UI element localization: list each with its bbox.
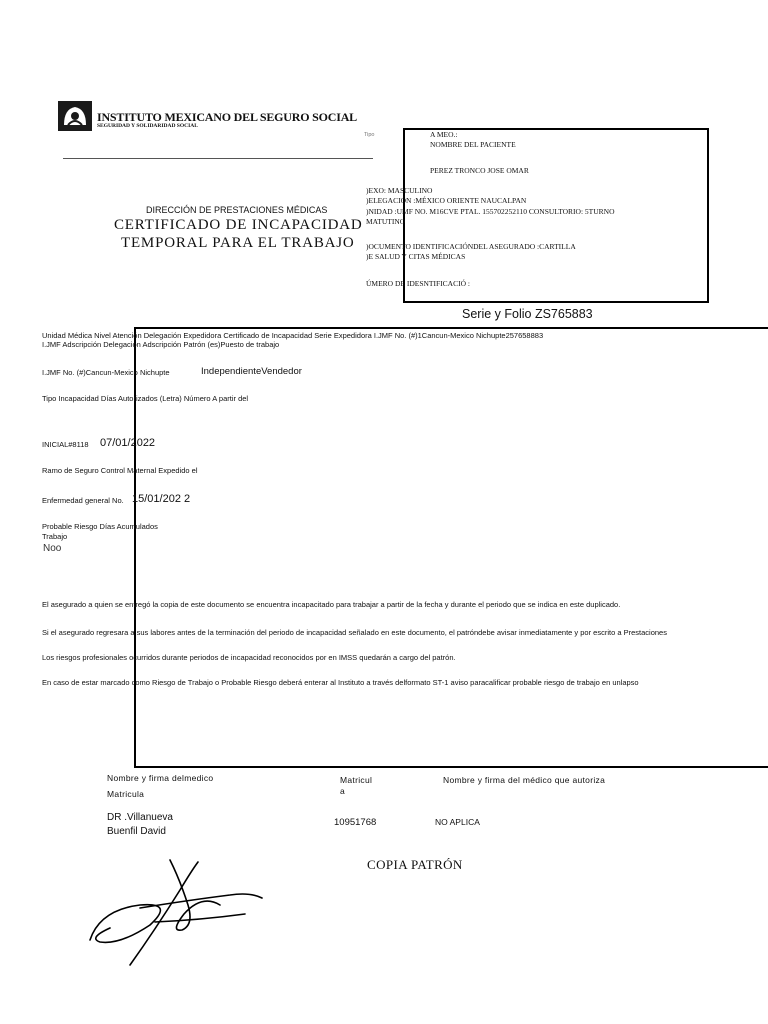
row-umf-adscripcion: I.JMF Adscripción Delegación Adscripción Patrón (es)Puesto de trabajo xyxy=(42,340,280,349)
handwritten-signature xyxy=(80,850,270,970)
row-inicial-date: 07/01/2022 xyxy=(100,437,156,449)
header-rule xyxy=(63,158,373,159)
medico-label: Nombre y firma delmedico xyxy=(107,773,214,783)
patient-delegacion: )ELEGACIÓN :MÉXICO ORIENTE NAUCALPAN xyxy=(366,196,527,205)
institute-name: INSTITUTO MEXICANO DEL SEGURO SOCIAL xyxy=(97,110,357,124)
row-probable-riesgo: Probable Riesgo Días Acumulados xyxy=(42,522,158,531)
doctor-name-line1: DR .Villanueva xyxy=(107,812,173,823)
patient-unidad: )NIDAD :UMF NO. M16CVE PTAL. 155702252110 CONSULTORIO: 5TURNO xyxy=(366,207,615,216)
row-noo: Noo xyxy=(43,543,62,554)
note-2: Si el asegurado regresara a sus labores antes de la terminación del periodo de incapacidad señalado en este documento, el patróndebe avisar inmediatamente y por escrito a Prestaciones xyxy=(42,628,667,637)
patient-turno: MATUTINO xyxy=(366,217,406,226)
row-umf-no-label: I.JMF No. (#)Cancun-Mexico Nichupte xyxy=(42,368,170,377)
doctor-name-line2: Buenfil David xyxy=(107,826,166,837)
patient-numero: ÚMERO DE IDESNTIFICACIÓ : xyxy=(366,279,470,288)
row-enfermedad-label: Enfermedad general No. xyxy=(42,496,124,505)
institute-subtitle: SEGURIDAD Y SOLIDARIDAD SOCIAL xyxy=(97,123,198,129)
row-trabajo: Trabajo xyxy=(42,532,68,541)
certificate-title-line2: TEMPORAL PARA EL TRABAJO xyxy=(121,235,355,251)
autoriza-value: NO APLICA xyxy=(435,817,480,827)
patient-line1: A MEO.: xyxy=(430,130,458,139)
matricula-label-2b: a xyxy=(340,786,345,796)
row-tipo-incapacidad: Tipo Incapacidad Días Autorizados (Letra) Número A partir del xyxy=(42,394,249,403)
note-1: El asegurado a quien se entregó la copia de este documento se encuentra incapacitado para trabajar a partir de la fecha y durante el periodo que se indica en este duplicado. xyxy=(42,600,621,609)
patient-name-label: NOMBRE DEL PACIENTE xyxy=(430,140,516,149)
patient-name: PEREZ TRONCO JOSE OMAR xyxy=(430,166,529,175)
matricula-label: Matricula xyxy=(107,789,145,799)
row-enfermedad-date: 15/01/202 2 xyxy=(132,493,191,505)
row-inicial-label: INICIAL#8118 xyxy=(42,440,89,449)
row-ramo-seguro: Ramo de Seguro Control Maternal Expedido el xyxy=(42,466,198,475)
matricula-value: 10951768 xyxy=(334,817,377,828)
direction-heading: DIRECCIÓN DE PRESTACIONES MÉDICAS xyxy=(146,205,328,215)
patient-documento: )OCUMENTO IDENTIFICACIÓNDEL ASEGURADO :CARTILLA xyxy=(366,242,576,251)
tipo-label: Tipo xyxy=(364,132,375,138)
serie-folio: Serie y Folio ZS765883 xyxy=(462,307,593,321)
patient-sexo: )EXO: MASCULINO xyxy=(366,186,433,195)
autoriza-label: Nombre y firma del médico que autoriza xyxy=(443,775,606,785)
row-unidad-medica: Unidad Médica Nivel Atención Delegación Expedidora Certificado de Incapacidad Serie Expedidora I.JMF No. (#)1Cancun-Mexico Nichupte257658883 xyxy=(42,331,544,340)
imss-logo xyxy=(58,101,92,131)
certificate-title-line1: CERTIFICADO DE INCAPACIDAD xyxy=(114,217,363,233)
patient-salud: )E SALUD Y CITAS MÉDICAS xyxy=(366,252,466,261)
matricula-label-2a: Matricul xyxy=(340,775,373,785)
row-umf-no-value: IndependienteVendedor xyxy=(201,366,302,377)
note-3: Los riesgos profesionales ocurridos durante periodos de incapacidad reconocidos por en IMSS quedarán a cargo del patrón. xyxy=(42,653,456,662)
copia-patron: COPIA PATRÓN xyxy=(367,857,463,872)
note-4: En caso de estar marcado como Riesgo de Trabajo o Probable Riesgo deberá enterar al Instituto a través delformato ST-1 aviso paracalificar probable riesgo de trabajo en unlapso xyxy=(42,678,639,687)
